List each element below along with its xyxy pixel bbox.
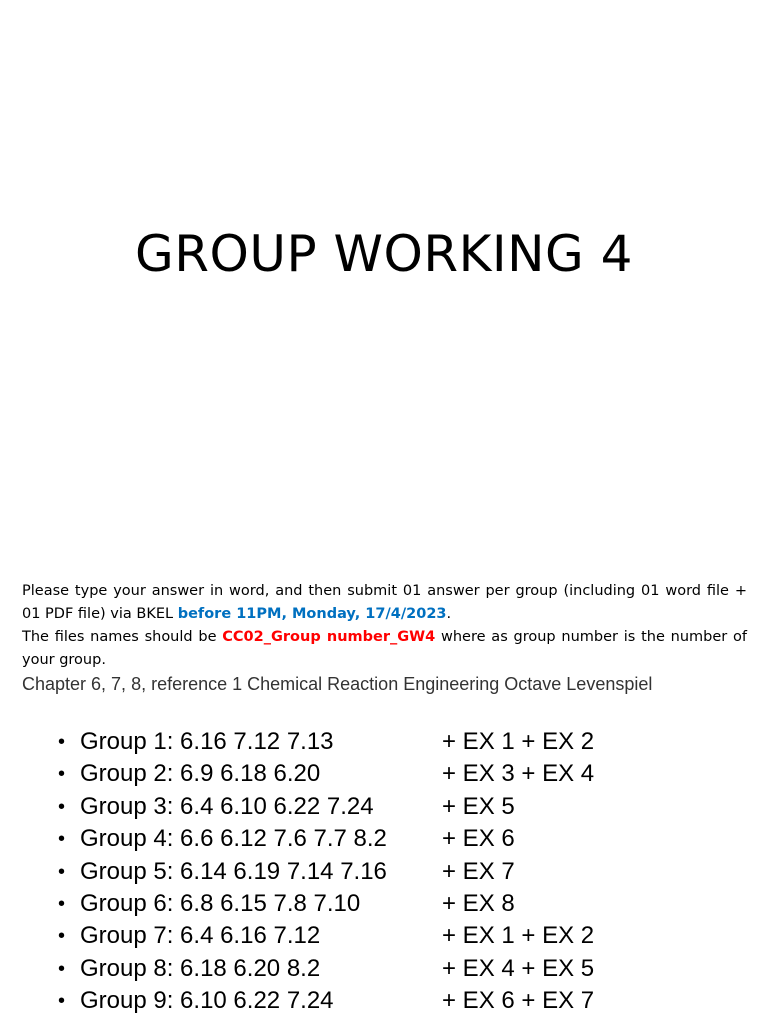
instruction-paragraph-filename (22, 626, 747, 672)
group-problems: Group 3: 6.4 6.10 6.22 7.24 (80, 792, 374, 820)
filename-format: CC02_Group number_GW4 (222, 629, 436, 645)
deadline-text: before 11PM, Monday, 17/4/2023 (177, 606, 447, 622)
bullet: • (58, 860, 66, 883)
bullet: • (58, 990, 66, 1013)
bullet: • (58, 892, 66, 915)
group-problems: Group 1: 6.16 7.12 7.13 (80, 728, 334, 755)
bullet: • (58, 795, 66, 818)
group-problems: Group 8: 6.18 6.20 8.2 (80, 954, 321, 982)
group-extra-exercises: + EX 6 (442, 825, 515, 853)
bullet: • (58, 925, 66, 948)
instruction-period: . (446, 606, 452, 622)
group-extra-exercises: + EX 7 (442, 857, 515, 885)
bullet: • (58, 763, 66, 786)
instruction-paragraph-submit (22, 580, 747, 626)
group-extra-exercises: + EX 6 + EX 7 (442, 987, 595, 1015)
group-extra-exercises: + EX 5 (442, 792, 515, 820)
submission-instructions (22, 580, 747, 672)
group-extra-exercises: + EX 8 (442, 889, 515, 917)
group-problems: Group 5: 6.14 6.19 7.14 7.16 (80, 857, 387, 885)
group-problems: Group 6: 6.8 6.15 7.8 7.10 (80, 889, 361, 917)
bullet: • (58, 731, 66, 753)
group-problems: Group 7: 6.4 6.16 7.12 (80, 922, 321, 950)
chapter-reference: Chapter 6, 7, 8, reference 1 Chemical Reaction Engineering Octave Levenspiel (22, 674, 653, 694)
bullet: • (58, 957, 66, 980)
group-extra-exercises: + EX 4 + EX 5 (442, 954, 595, 982)
group-extra-exercises: + EX 3 + EX 4 (442, 760, 595, 788)
group-problems: Group 9: 6.10 6.22 7.24 (80, 987, 334, 1015)
group-problems: Group 2: 6.9 6.18 6.20 (80, 760, 321, 788)
page-title: GROUP WORKING 4 (135, 225, 633, 283)
bullet: • (58, 828, 66, 851)
group-problems: Group 4: 6.6 6.12 7.6 7.7 8.2 (80, 825, 387, 853)
instruction-text: Please type your answer in word, and then submit 01 answer per group (including 01 word file + 01 PDF file) via BKEL (22, 583, 747, 622)
group-extra-exercises: + EX 1 + EX 2 (442, 922, 595, 950)
instruction-text: The files names should be (22, 629, 223, 645)
instruction-text: where as group number is the number of your group. (22, 629, 747, 668)
group-extra-exercises: + EX 1 + EX 2 (442, 728, 595, 755)
